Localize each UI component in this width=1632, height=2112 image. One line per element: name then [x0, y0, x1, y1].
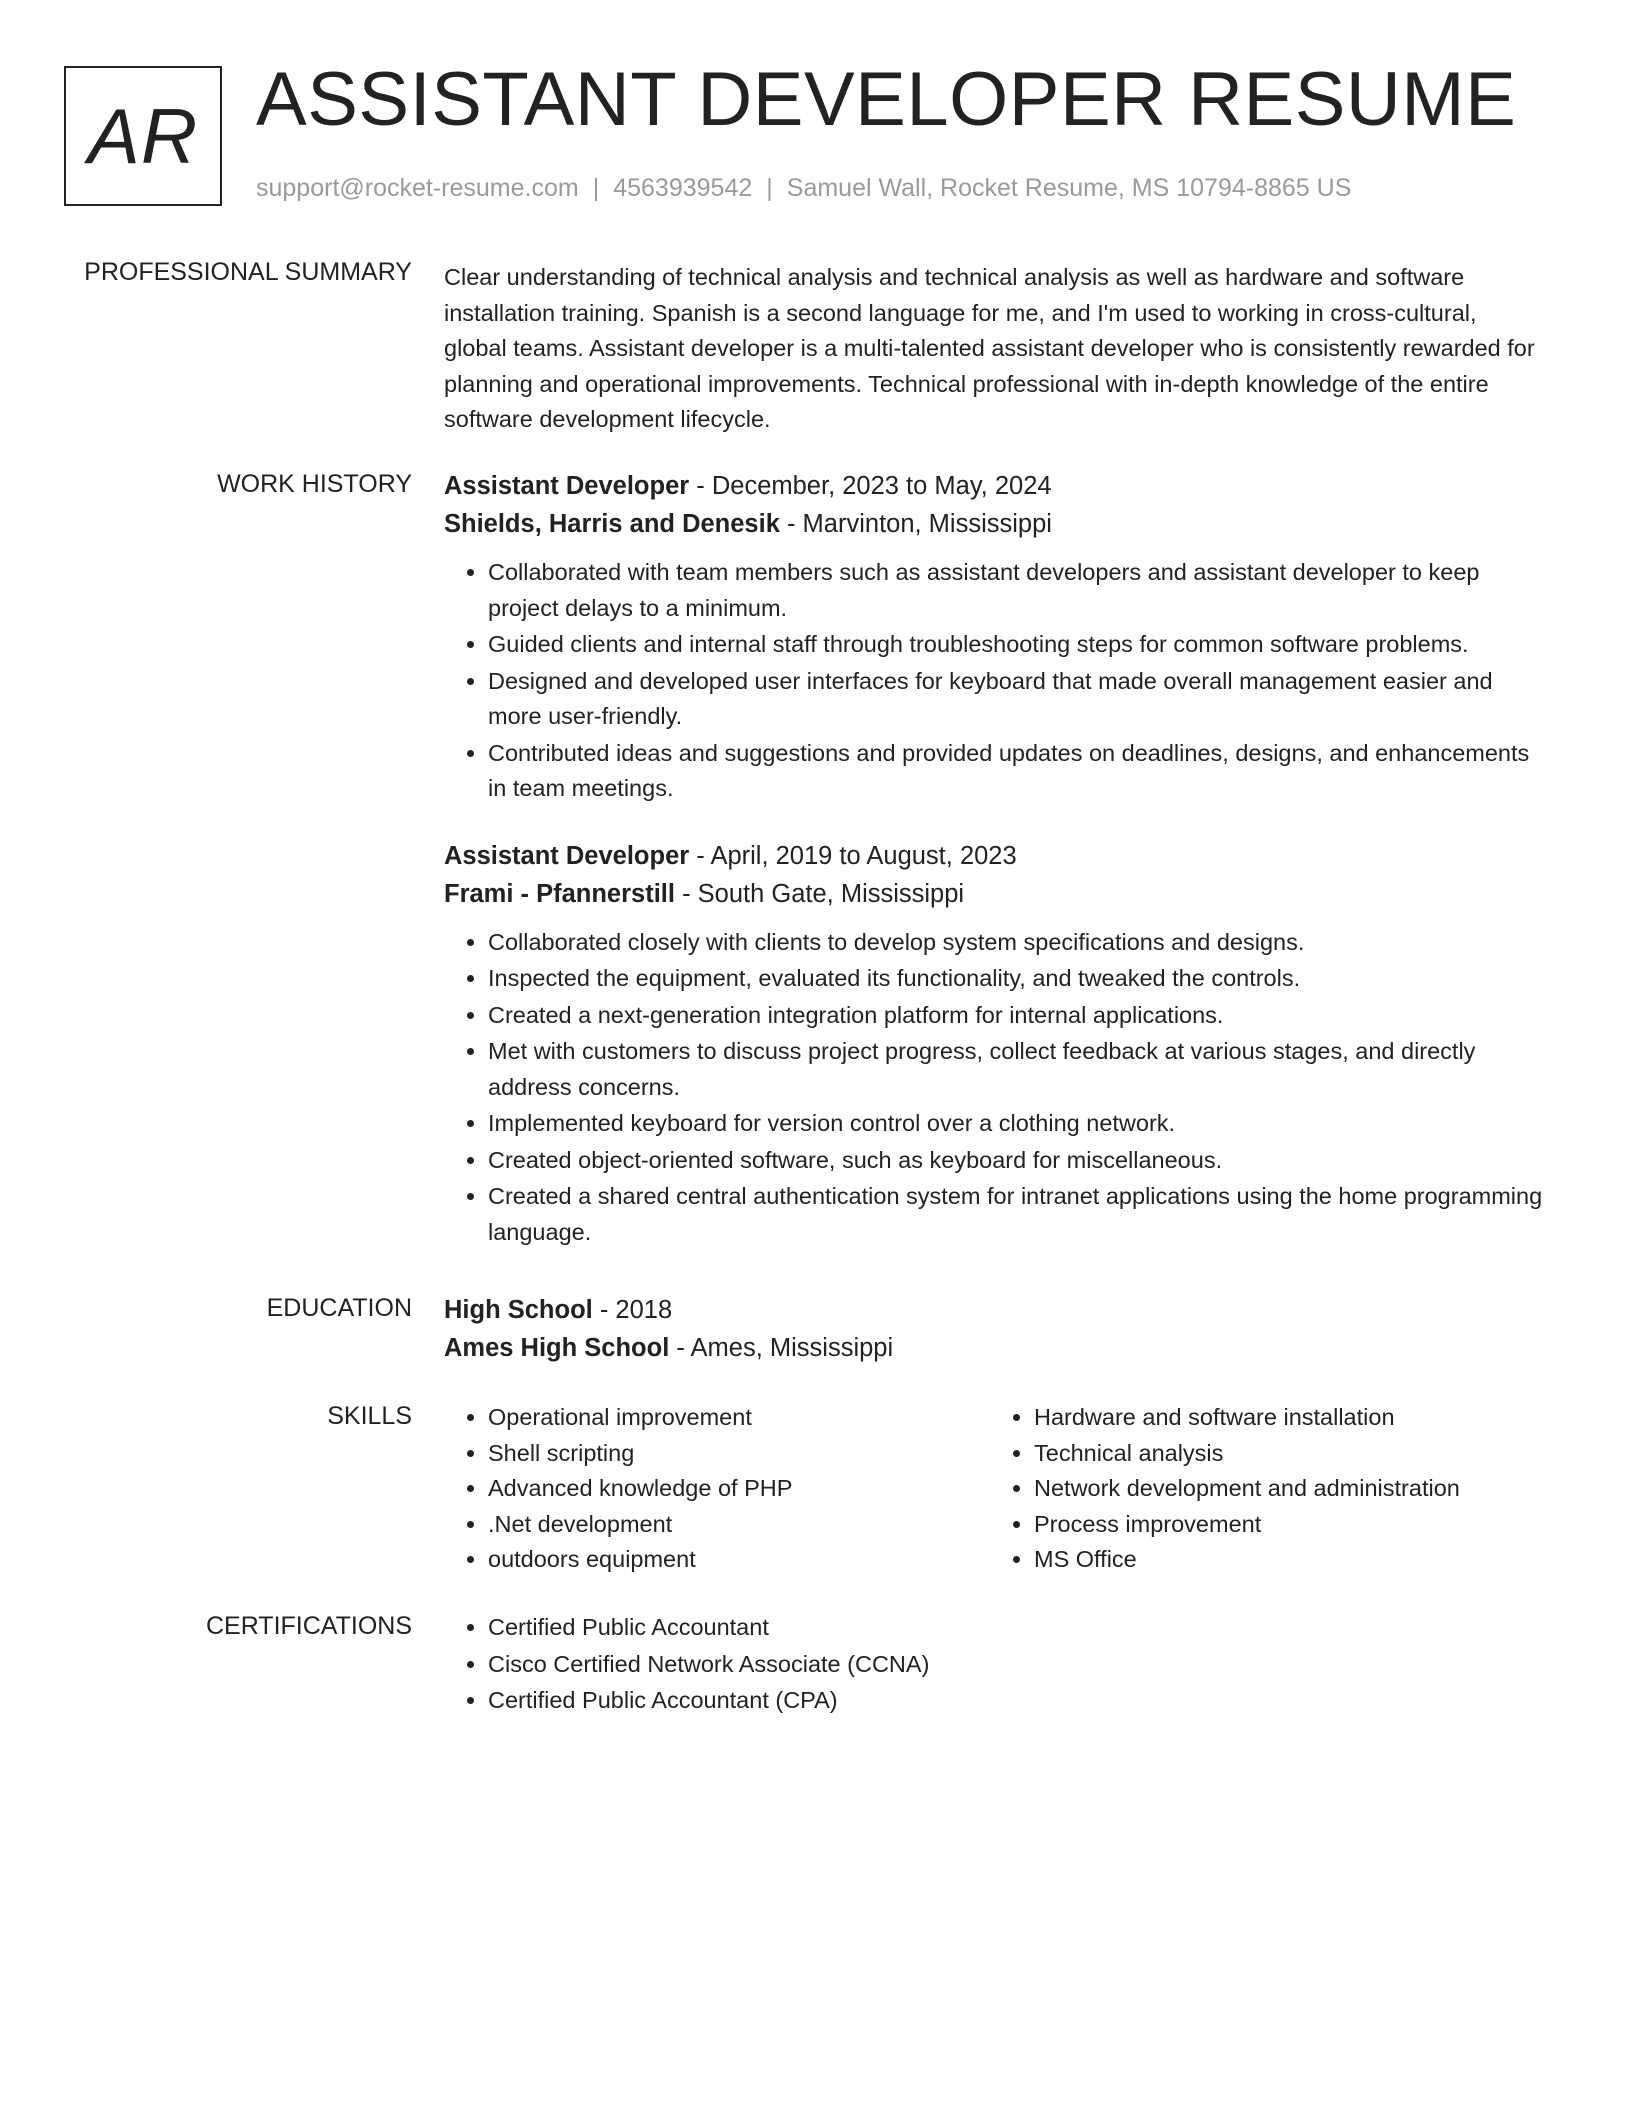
section-label-summary: PROFESSIONAL SUMMARY [84, 258, 412, 286]
section-label-work-history: WORK HISTORY [217, 470, 412, 498]
monogram-initials: AR [87, 91, 199, 180]
skills-column-1 [444, 1400, 990, 1578]
skill-item: • Technical analysis [1034, 1436, 1460, 1472]
skill-item: • Process improvement [1034, 1507, 1460, 1543]
job-bullet-list [444, 925, 1544, 1251]
job-bullet: • Guided clients and internal staff through troubleshooting steps for common software problems. [488, 627, 1544, 663]
job-company-line [444, 505, 1544, 543]
job-dates: - April, 2019 to August, 2023 [689, 841, 1017, 870]
skills-columns [444, 1400, 1544, 1578]
certification-item: • Cisco Certified Network Associate (CCNA) [488, 1647, 1544, 1683]
monogram-badge [64, 66, 222, 206]
job-company: Frami - Pfannerstill [444, 879, 675, 908]
job-title-line [444, 467, 1544, 505]
job-location: - South Gate, Mississippi [674, 879, 965, 908]
summary-body [444, 260, 1544, 438]
education-school: Ames High School [444, 1334, 670, 1362]
job-title-line [444, 837, 1544, 875]
job-bullet: • Contributed ideas and suggestions and provided updates on deadlines, designs, and enhancements in team meetings. [488, 736, 1544, 807]
job-company-line [444, 875, 1544, 913]
work-history-body [444, 467, 1544, 1251]
contact-email[interactable]: support@rocket-resume.com [256, 174, 579, 202]
section-label-education: EDUCATION [266, 1294, 412, 1322]
skill-item: • outdoors equipment [488, 1542, 990, 1578]
skill-item: • Network development and administration [1034, 1471, 1460, 1507]
contact-phone[interactable]: 4563939542 [613, 174, 753, 202]
certifications-list [444, 1610, 1544, 1719]
job-entry [444, 837, 1544, 1251]
certification-item: • Certified Public Accountant (CPA) [488, 1683, 1544, 1719]
skill-item: • .Net development [488, 1507, 990, 1543]
job-bullet: • Met with customers to discuss project progress, collect feedback at various stages, and directly address concerns. [488, 1034, 1544, 1105]
job-dates: - December, 2023 to May, 2024 [689, 472, 1052, 500]
job-bullet: • Collaborated with team members such as assistant developers and assistant developer to keep project delays to a minimum. [488, 555, 1544, 626]
job-bullet: • Designed and developed user interfaces for keyboard that made overall management easier and more user-friendly. [488, 664, 1544, 735]
skill-item: • MS Office [1034, 1542, 1460, 1578]
contact-separator: | [592, 174, 600, 202]
certification-item: • Certified Public Accountant [488, 1610, 1544, 1646]
skills-list [990, 1400, 1460, 1578]
job-bullet: • Created object-oriented software, such as keyboard for miscellaneous. [488, 1143, 1544, 1179]
contact-address: Samuel Wall, Rocket Resume, MS 10794-8865 US [786, 174, 1352, 202]
skills-body [444, 1400, 1544, 1578]
contact-separator: | [766, 174, 773, 202]
job-title: Assistant Developer [444, 472, 690, 500]
education-degree: High School [444, 1296, 593, 1324]
job-bullet: • Created a next-generation integration platform for internal applications. [488, 998, 1544, 1034]
section-label-skills: SKILLS [327, 1402, 412, 1430]
skill-item: • Hardware and software installation [1034, 1400, 1460, 1436]
job-bullet-list [444, 555, 1544, 807]
education-degree-line [444, 1291, 1544, 1329]
education-body [444, 1291, 1544, 1367]
education-school-line [444, 1329, 1544, 1367]
job-bullet: • Created a shared central authentication system for intranet applications using the home programming language. [488, 1179, 1544, 1250]
job-bullet: • Implemented keyboard for version control over a clothing network. [488, 1106, 1544, 1142]
contact-line [256, 174, 1351, 203]
certifications-body [444, 1610, 1544, 1720]
job-bullet: • Collaborated closely with clients to develop system specifications and designs. [488, 925, 1544, 961]
job-entry [444, 467, 1544, 807]
job-location: - Marvinton, Mississippi [779, 510, 1052, 538]
skills-list [444, 1400, 990, 1578]
job-title: Assistant Developer [444, 841, 690, 870]
skill-item: • Operational improvement [488, 1400, 990, 1436]
skills-column-2 [990, 1400, 1460, 1578]
job-company: Shields, Harris and Denesik [444, 510, 780, 538]
section-label-certifications: CERTIFICATIONS [205, 1612, 412, 1640]
resume-title: ASSISTANT DEVELOPER RESUME [256, 57, 1517, 142]
education-location: - Ames, Mississippi [669, 1334, 894, 1362]
education-year: - 2018 [592, 1296, 673, 1324]
job-bullet: • Inspected the equipment, evaluated its functionality, and tweaked the controls. [488, 961, 1544, 997]
skill-item: • Shell scripting [488, 1436, 990, 1472]
summary-text: Clear understanding of technical analysis and technical analysis as well as hardware and software installation training. Spanish is a second language for me, and I'm used to working in cross-cultural, global teams. Assistant developer is a multi-talented assistant developer who is consistently rewarded for planning and operational improvements. Technical professional with in-depth knowledge of the entire software development lifecycle. [444, 264, 1535, 432]
skill-item: • Advanced knowledge of PHP [488, 1471, 990, 1507]
